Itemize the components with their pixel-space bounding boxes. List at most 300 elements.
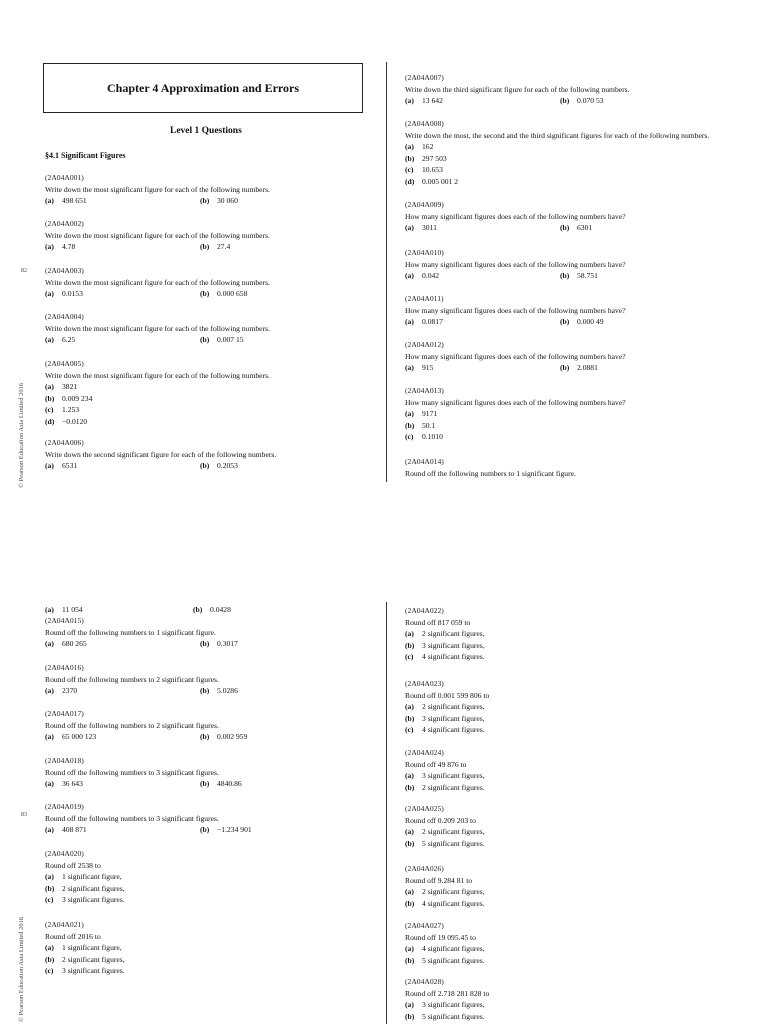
item-value: 162 [422, 142, 434, 151]
item-label: (b) [560, 363, 570, 372]
item-label: (a) [45, 605, 54, 614]
question-text: Round off the following numbers to 1 significant figure. [405, 468, 576, 478]
item-label: (a) [45, 639, 54, 648]
answer-row [45, 290, 270, 302]
question-block [405, 387, 626, 445]
part-a [45, 461, 77, 470]
question-code-line [405, 749, 485, 761]
question-code-line [405, 120, 709, 132]
question-block [45, 802, 252, 838]
item-value: 408 871 [62, 825, 87, 834]
answer-row [45, 779, 242, 792]
worksheet-page-2 [0, 512, 768, 1024]
item-label: (b) [405, 713, 415, 723]
item-label: (a) [405, 887, 414, 896]
question-code: (2A04A005) [45, 359, 84, 368]
item-label: (a) [45, 779, 54, 788]
part-a [45, 825, 87, 834]
item-value: 3 significant figures. [62, 895, 125, 904]
item-value: 2 significant figures, [62, 954, 125, 964]
item-value: 498 651 [62, 196, 87, 205]
item-value: 915 [422, 363, 434, 372]
item-value: 6531 [62, 461, 78, 470]
question-block [405, 120, 709, 189]
item-value: 0.005 001 2 [422, 176, 459, 186]
part-a [45, 779, 83, 788]
question-text: Write down the most, the second and the third significant figures for each of the following numbers. [405, 130, 710, 140]
question-text: Write down the most significant figure for each of the following numbers. [45, 230, 270, 240]
item-value: −0.0120 [62, 416, 88, 426]
item-label: (a) [45, 242, 54, 251]
question-code: (2A04A019) [45, 802, 84, 811]
question-text: Round off 49 876 to [405, 759, 467, 769]
column-divider [386, 602, 387, 1024]
answer-item [405, 1013, 489, 1024]
item-label: (b) [405, 153, 415, 163]
question-code-line [405, 978, 489, 990]
question-block [45, 267, 270, 302]
item-value: 2 significant figures, [422, 827, 485, 836]
part-b [200, 290, 247, 298]
answer-row [45, 336, 270, 348]
answer-row [45, 639, 238, 652]
part-b [200, 243, 230, 251]
item-label: (a) [45, 872, 54, 881]
item-label: (b) [560, 271, 570, 280]
item-label: (b) [405, 782, 415, 792]
question-code: (2A04A006) [45, 438, 84, 447]
question-block [45, 313, 270, 348]
item-value: 3011 [422, 223, 437, 232]
item-label: (d) [405, 176, 415, 186]
question-text: Round off the following numbers to 2 significant figures. [45, 674, 219, 684]
answer-item [405, 840, 485, 852]
part-a [45, 335, 75, 344]
question-block [45, 921, 125, 979]
item-value: 9171 [422, 409, 438, 418]
item-value: 6.25 [62, 335, 76, 344]
part-b [200, 336, 244, 344]
question-code: (2A04A002) [45, 219, 84, 228]
item-label: (b) [200, 335, 210, 344]
item-value: 0.070 53 [577, 96, 604, 105]
question-code: (2A04A010) [405, 248, 444, 257]
question-text: How many significant figures does each of the following numbers have? [405, 259, 626, 269]
item-label: (b) [45, 954, 55, 964]
copyright-side-text: © Pearson Education Asia Limited 2016 [18, 916, 25, 1022]
question-code: (2A04A011) [405, 294, 444, 303]
question-block [405, 458, 576, 481]
item-label: (b) [200, 639, 210, 648]
question-code: (2A04A021) [45, 920, 84, 929]
item-value: 11 054 [62, 605, 83, 614]
question-code-line [45, 664, 219, 676]
part-a [45, 639, 87, 648]
item-label: (c) [405, 165, 414, 174]
item-label: (a) [405, 629, 414, 638]
question-text: Write down the most significant figure for each of the following numbers. [45, 370, 270, 380]
question-code-line [405, 387, 626, 399]
item-value: 27.4 [217, 242, 231, 251]
item-value: 4 significant figures, [422, 944, 485, 953]
question-text: Round off 0.001 599 806 to [405, 690, 490, 700]
question-text: Round off the following numbers to 2 significant figures. [45, 720, 219, 730]
answer-row [45, 825, 252, 838]
item-label: (b) [405, 838, 415, 848]
item-value: 1.253 [62, 405, 80, 414]
item-label: (b) [405, 898, 415, 908]
section-heading: §4.1 Significant Figures [45, 151, 126, 160]
question-code-line [405, 607, 485, 619]
level-heading: Level 1 Questions [170, 126, 242, 136]
item-value: 4840.86 [217, 779, 242, 788]
question-block [405, 978, 489, 1024]
item-label: (b) [200, 732, 210, 741]
item-label: (b) [405, 1011, 415, 1021]
item-value: 30 060 [217, 196, 238, 205]
item-label: (a) [405, 409, 414, 418]
item-label: (b) [200, 196, 210, 205]
question-block [405, 922, 485, 968]
question-code: (2A04A022) [405, 606, 444, 615]
part-b [560, 318, 604, 326]
item-value: 6301 [577, 223, 593, 232]
question-block [405, 341, 626, 376]
question-code: (2A04A008) [405, 119, 444, 128]
column-divider [386, 62, 387, 482]
item-label: (d) [45, 416, 55, 426]
item-value: 0.000 658 [217, 289, 248, 298]
part-b [200, 733, 247, 741]
item-label: (b) [200, 289, 210, 298]
question-block [45, 360, 270, 429]
question-code-line [405, 295, 626, 307]
part-a [405, 363, 433, 372]
answer-item [405, 653, 485, 665]
part-a [405, 271, 439, 280]
question-code: (2A04A004) [45, 312, 84, 321]
question-block [405, 201, 626, 236]
part-b [200, 462, 238, 470]
question-block [45, 220, 270, 255]
question-code-line [405, 249, 626, 261]
item-value: 58.751 [577, 271, 598, 280]
item-value: 2.0881 [577, 363, 598, 372]
item-label: (a) [45, 943, 54, 952]
item-label: (b) [560, 96, 570, 105]
page-number: 83 [21, 812, 27, 818]
question-block [45, 439, 276, 474]
item-label: (c) [405, 725, 414, 734]
question-code-line [405, 805, 485, 817]
question-text: Round off 2538 to [45, 860, 101, 870]
part-a [45, 242, 75, 251]
answer-item [405, 784, 485, 796]
question-code: (2A04A026) [405, 864, 444, 873]
question-code: (2A04A012) [405, 340, 444, 349]
question-code-line [45, 921, 125, 933]
item-label: (c) [45, 405, 54, 414]
item-label: (a) [405, 944, 414, 953]
item-value: 0.0153 [62, 289, 83, 298]
chapter-title: Chapter 4 Approximation and Errors [106, 81, 300, 95]
question-block [405, 249, 626, 284]
item-label: (a) [405, 702, 414, 711]
item-value: 0.1010 [422, 432, 443, 441]
item-value: 5.0286 [217, 686, 238, 695]
question-block [405, 295, 626, 330]
item-label: (b) [200, 825, 210, 834]
item-value: 5 significant figures. [422, 1011, 485, 1021]
answer-row [45, 732, 248, 745]
question-code-line [45, 710, 219, 722]
item-value: 5 significant figures. [422, 838, 485, 848]
item-value: 1 significant figure, [62, 872, 122, 881]
question-text: How many significant figures does each of the following numbers have? [405, 305, 626, 315]
question-code: (2A04A013) [405, 386, 444, 395]
part-b [200, 826, 252, 834]
part-b [200, 197, 238, 205]
question-code: (2A04A016) [45, 663, 84, 672]
question-text: Write down the second significant figure for each of the following numbers. [45, 449, 277, 459]
part-b [200, 640, 238, 648]
question-code: (2A04A015) [45, 616, 84, 625]
answer-row [405, 364, 626, 376]
question-code-line [405, 341, 626, 353]
item-label: (b) [200, 242, 210, 251]
answer-row [405, 318, 626, 330]
item-value: 3 significant figures, [422, 640, 485, 650]
item-value: 3 significant figures, [422, 771, 485, 780]
question-code: (2A04A025) [405, 804, 444, 813]
question-code: (2A04A027) [405, 921, 444, 930]
item-label: (a) [45, 732, 54, 741]
item-value: 4.78 [62, 242, 76, 251]
item-value: 4 significant figures. [422, 652, 485, 661]
question-code-line [45, 757, 219, 769]
question-code: (2A04A024) [405, 748, 444, 757]
item-label: (c) [405, 432, 414, 441]
part-a [405, 96, 443, 105]
question-block [45, 663, 238, 699]
answer-row [405, 272, 626, 284]
item-label: (b) [193, 605, 203, 614]
question-block [45, 850, 125, 908]
question-text: Round off the following numbers to 3 significant figures. [45, 767, 219, 777]
question-code: (2A04A028) [405, 977, 444, 986]
answer-item [405, 433, 626, 445]
question-text: Round off 19 095.45 to [405, 932, 476, 942]
part-b [560, 224, 592, 232]
item-value: 2 significant figures, [422, 702, 485, 711]
part-a [45, 196, 87, 205]
question-code-line [405, 458, 576, 470]
item-label: (a) [45, 686, 54, 695]
answer-item [405, 900, 485, 912]
item-value: 0.042 [422, 271, 440, 280]
question-block [405, 74, 630, 109]
question-text: Round off the following numbers to 3 significant figures. [45, 813, 219, 823]
item-value: 36 643 [62, 779, 83, 788]
question-block [405, 865, 485, 911]
question-block [45, 709, 248, 745]
question-text: How many significant figures does each of the following numbers have? [405, 351, 626, 361]
item-value: 65 000 123 [62, 732, 97, 741]
item-label: (a) [405, 96, 414, 105]
answer-row [405, 224, 626, 236]
item-value: 0.000 49 [577, 317, 604, 326]
item-label: (b) [45, 393, 55, 403]
item-value: 5 significant figures. [422, 955, 485, 965]
question-text: How many significant figures does each of the following numbers have? [405, 397, 626, 407]
question-text: How many significant figures does each of the following numbers have? [405, 211, 626, 221]
question-code-line [45, 360, 270, 372]
question-block [45, 756, 242, 792]
item-label: (b) [405, 640, 415, 650]
answer-item [405, 155, 709, 167]
item-label: (a) [45, 825, 54, 834]
question-code-line [45, 850, 125, 862]
question-code: (2A04A001) [45, 173, 84, 182]
question-block [405, 805, 485, 851]
item-value: 4 significant figures. [422, 898, 485, 908]
item-value: 0.007 15 [217, 335, 244, 344]
item-value: 50.1 [422, 420, 436, 430]
question-code-line [45, 313, 270, 325]
answer-item [405, 178, 709, 190]
item-value: 680 265 [62, 639, 87, 648]
item-label: (b) [560, 317, 570, 326]
question-block [405, 749, 485, 795]
part-b [560, 97, 604, 105]
item-value: 0.0817 [422, 317, 443, 326]
item-label: (a) [405, 142, 414, 151]
question-code-line [405, 74, 630, 86]
item-label: (a) [45, 196, 54, 205]
answer-row [45, 462, 276, 474]
part-a [405, 317, 443, 326]
question-text: Round off the following numbers to 1 significant figure. [45, 627, 216, 637]
item-label: (a) [405, 827, 414, 836]
question-code-line [45, 803, 219, 815]
item-label: (b) [45, 883, 55, 893]
answer-item [45, 418, 270, 430]
item-value: 2 significant figures, [62, 883, 125, 893]
answer-item [45, 896, 125, 908]
answer-item [405, 143, 709, 155]
question-block [405, 607, 485, 665]
item-value: 3 significant figures, [422, 1000, 485, 1009]
item-value: 0.3017 [217, 639, 238, 648]
item-value: 297 503 [422, 153, 447, 163]
question-code-line [45, 174, 270, 186]
item-value: 0.002 959 [217, 732, 248, 741]
answer-row [45, 686, 238, 699]
item-value: 10.653 [422, 165, 443, 174]
item-label: (a) [405, 271, 414, 280]
item-label: (a) [405, 317, 414, 326]
part-b [200, 780, 242, 788]
item-label: (b) [200, 686, 210, 695]
part-a [45, 289, 83, 298]
item-value: 4 significant figures. [422, 725, 485, 734]
carry-over-part-b [193, 606, 231, 614]
question-code: (2A04A020) [45, 849, 84, 858]
question-text: Round off 2016 to [45, 931, 101, 941]
question-text: Write down the most significant figure for each of the following numbers. [45, 184, 270, 194]
item-label: (a) [405, 1000, 414, 1009]
item-label: (b) [405, 955, 415, 965]
item-value: 0.0428 [210, 605, 231, 614]
question-code: (2A04A007) [405, 73, 444, 82]
item-label: (a) [45, 289, 54, 298]
item-label: (b) [200, 461, 210, 470]
copyright-side-text: © Pearson Education Asia Limited 2016 [18, 382, 25, 488]
answer-item [405, 726, 489, 738]
question-code: (2A04A009) [405, 200, 444, 209]
question-code-line [45, 439, 276, 451]
chapter-title-box [43, 63, 363, 113]
item-label: (a) [45, 382, 54, 391]
answer-item [405, 957, 485, 969]
answer-row [45, 197, 270, 209]
question-code: (2A04A017) [45, 709, 84, 718]
item-label: (c) [45, 895, 54, 904]
item-label: (b) [405, 420, 415, 430]
part-b [200, 687, 238, 695]
item-label: (a) [405, 771, 414, 780]
answer-row [405, 97, 630, 109]
question-block [405, 680, 489, 738]
item-value: 0.009 234 [62, 393, 93, 403]
item-label: (a) [405, 363, 414, 372]
page-number: 82 [21, 268, 27, 274]
item-value: 2 significant figures, [422, 629, 485, 638]
item-label: (a) [405, 223, 414, 232]
carry-over-part-a [45, 606, 83, 614]
item-label: (c) [45, 966, 54, 975]
question-text: Round off 0.209 203 to [405, 815, 476, 825]
question-block [45, 174, 270, 209]
item-value: 1 significant figure, [62, 943, 122, 952]
part-b [560, 364, 598, 372]
item-value: 13 642 [422, 96, 443, 105]
question-block [45, 616, 238, 652]
part-a [45, 686, 77, 695]
part-a [405, 223, 437, 232]
question-code-line [405, 922, 485, 934]
question-code: (2A04A023) [405, 679, 444, 688]
item-value: 2370 [62, 686, 78, 695]
part-a [45, 732, 96, 741]
answer-item [405, 410, 626, 422]
question-code-line [45, 220, 270, 232]
question-text: Write down the most significant figure for each of the following numbers. [45, 323, 270, 333]
question-code: (2A04A014) [405, 457, 444, 466]
question-text: Write down the most significant figure for each of the following numbers. [45, 277, 270, 287]
item-value: 3 significant figures, [422, 713, 485, 723]
question-code-line [405, 680, 489, 692]
question-code-line [405, 201, 626, 213]
item-value: 0.2053 [217, 461, 238, 470]
question-text: Round off 9.284 81 to [405, 875, 473, 885]
item-value: 3821 [62, 382, 78, 391]
question-code: (2A04A018) [45, 756, 84, 765]
question-text: Round off 2.718 281 828 to [405, 988, 490, 998]
question-code-line [45, 267, 270, 279]
part-b [560, 272, 598, 280]
item-value: 3 significant figures. [62, 966, 125, 975]
